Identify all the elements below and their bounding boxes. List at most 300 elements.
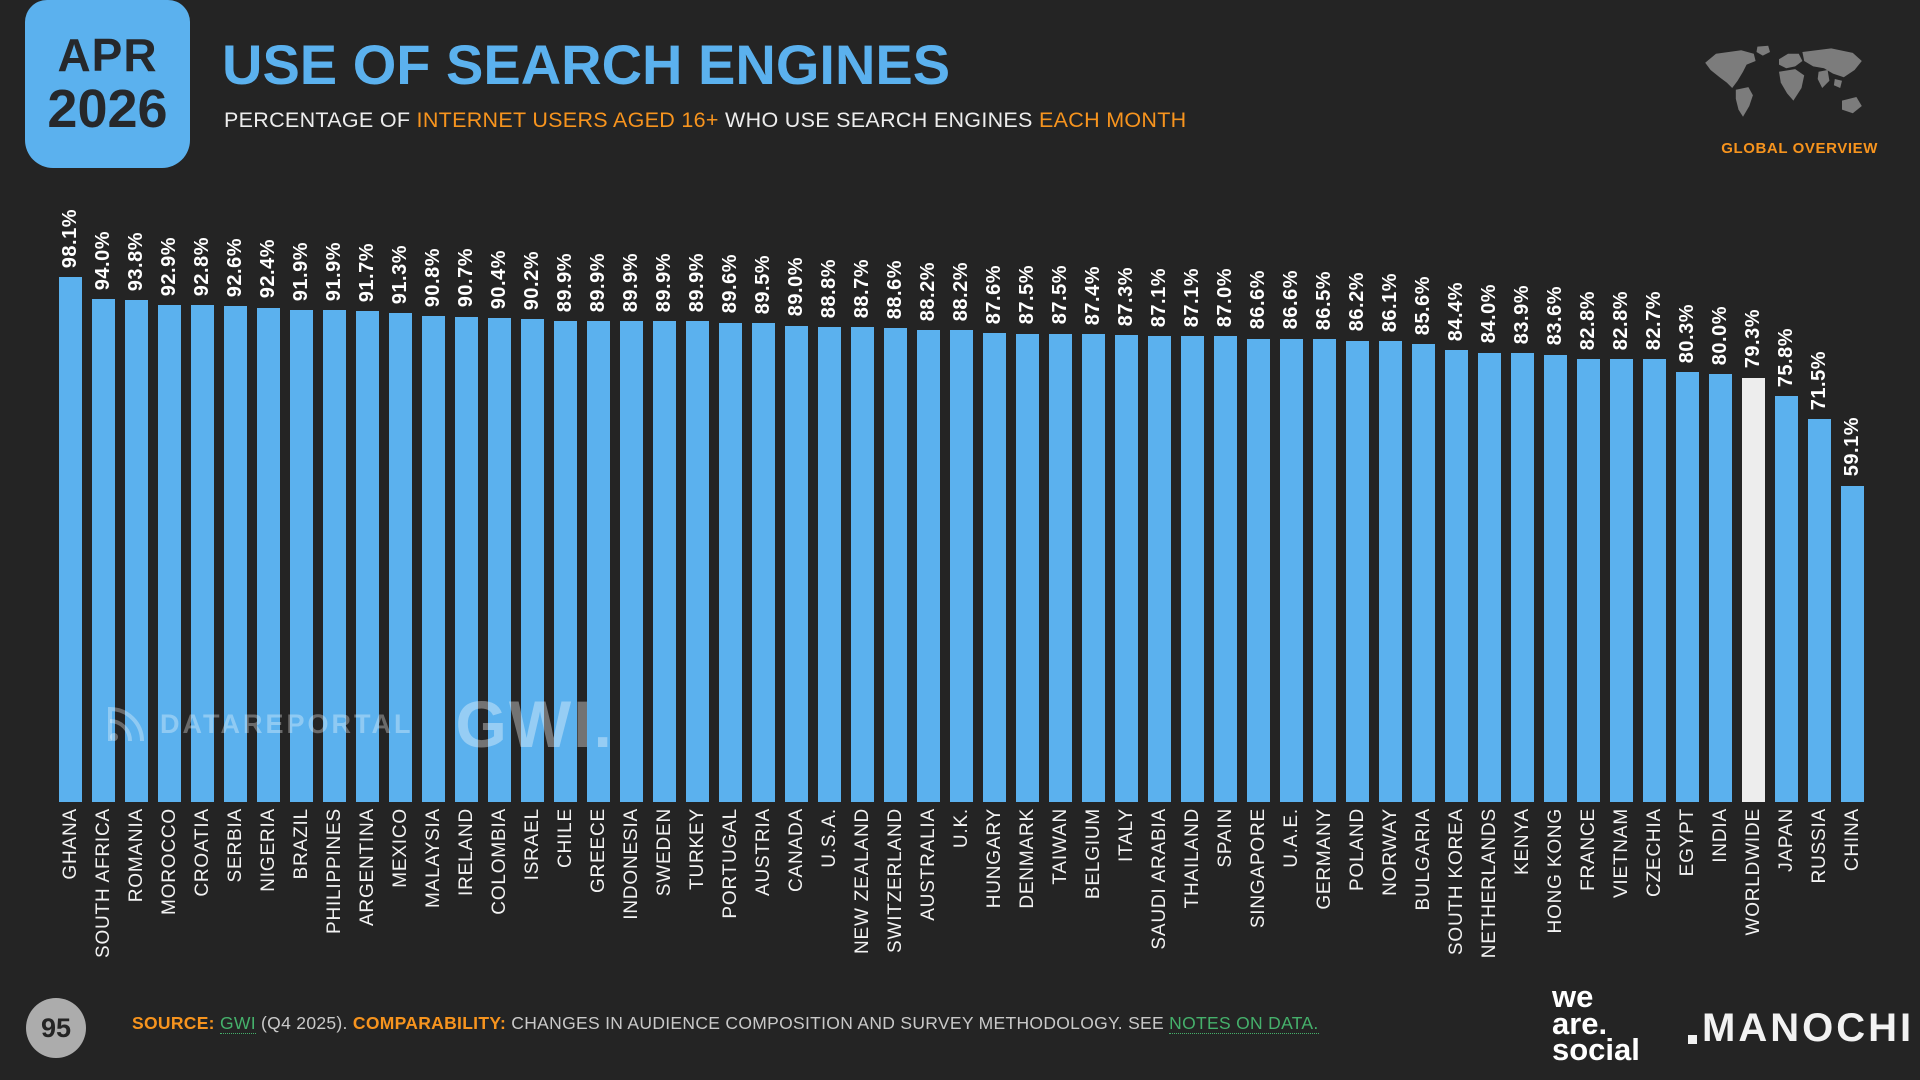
- page-number: 95: [40, 1012, 72, 1043]
- bar-column: [422, 170, 445, 802]
- category-cell: [1379, 808, 1402, 896]
- bar-value-label: 85.6%: [1412, 275, 1434, 335]
- bar-value-label: 87.5%: [1016, 265, 1038, 325]
- bar: [1544, 355, 1567, 802]
- bar-column: [59, 170, 82, 802]
- bar-column: [1181, 170, 1204, 802]
- bar: [653, 321, 676, 802]
- category-label: U.K.: [950, 808, 972, 849]
- bar: [752, 323, 775, 802]
- manochi-logo: [1688, 1006, 1914, 1051]
- bar-column: [917, 170, 940, 802]
- bar: [851, 327, 874, 802]
- bar: [1313, 339, 1336, 802]
- bar: [1775, 396, 1798, 802]
- bar-value-label: 80.3%: [1676, 304, 1698, 364]
- category-cell: [1214, 808, 1237, 868]
- bar-column: [1379, 170, 1402, 802]
- bar-column: [92, 170, 115, 802]
- bar-column: [554, 170, 577, 802]
- bar-column: [1016, 170, 1039, 802]
- bar-column: [1082, 170, 1105, 802]
- bar-column: [257, 170, 280, 802]
- bar: [719, 323, 742, 803]
- bar-highlight: [1742, 378, 1765, 802]
- global-overview-label: GLOBAL OVERVIEW: [1721, 140, 1878, 157]
- category-label: CHINA: [1841, 808, 1863, 872]
- bar: [356, 311, 379, 802]
- category-cell: [752, 808, 775, 896]
- date-badge-month: APR: [57, 29, 158, 81]
- source-label: SOURCE:: [132, 1013, 215, 1033]
- bar-value-label: 91.3%: [389, 245, 411, 305]
- category-cell: [92, 808, 115, 958]
- bar: [455, 317, 478, 802]
- bar: [785, 326, 808, 802]
- bar-column: [1841, 170, 1864, 802]
- bar: [1412, 344, 1435, 802]
- bar-column: [1115, 170, 1138, 802]
- category-cell: [851, 808, 874, 954]
- category-cell: [1511, 808, 1534, 875]
- subtitle-part: PERCENTAGE OF: [224, 108, 417, 132]
- bar-column: [818, 170, 841, 802]
- bar-value-label: 89.0%: [785, 257, 807, 317]
- category-label: GREECE: [587, 808, 609, 894]
- category-label: U.A.E.: [1280, 808, 1302, 868]
- bar-value-label: 79.3%: [1742, 309, 1764, 369]
- bar-value-label: 92.8%: [191, 237, 213, 297]
- bar: [1808, 419, 1831, 802]
- bar-value-label: 93.8%: [125, 231, 147, 291]
- bar: [818, 327, 841, 802]
- category-cell: [1313, 808, 1336, 910]
- category-label: ARGENTINA: [356, 808, 378, 927]
- bar-column: [455, 170, 478, 802]
- category-cell: [686, 808, 709, 890]
- category-label: PORTUGAL: [719, 808, 741, 919]
- category-label: INDONESIA: [620, 808, 642, 920]
- category-label: BULGARIA: [1412, 808, 1434, 911]
- bar-value-label: 89.9%: [620, 252, 642, 312]
- we-are-social-logo: [1552, 979, 1640, 1068]
- bar-value-label: 89.9%: [587, 252, 609, 312]
- bar-column: [125, 170, 148, 802]
- bar-value-label: 59.1%: [1841, 417, 1863, 477]
- page-number-badge: [26, 998, 86, 1058]
- category-label: SWEDEN: [653, 808, 675, 897]
- bar: [1280, 339, 1303, 803]
- source-link[interactable]: GWI: [219, 1013, 256, 1033]
- gwi-wordmark: GWI.: [455, 687, 614, 761]
- bar: [125, 300, 148, 802]
- category-cell: [950, 808, 973, 848]
- bar: [1841, 486, 1864, 802]
- bar: [917, 330, 940, 802]
- bar: [1478, 353, 1501, 803]
- category-cell: [1148, 808, 1171, 950]
- bar-column: [653, 170, 676, 802]
- we-are-social-line: we: [1552, 979, 1594, 1014]
- category-cell: [917, 808, 940, 921]
- bar: [1016, 334, 1039, 802]
- category-cell: [59, 808, 82, 880]
- bar-column: [290, 170, 313, 802]
- bar-value-label: 87.5%: [1049, 265, 1071, 325]
- bar-value-label: 89.9%: [686, 252, 708, 312]
- bar-column: [620, 170, 643, 802]
- bar-value-label: 89.6%: [719, 254, 741, 314]
- category-label: BELGIUM: [1082, 808, 1104, 900]
- bar-column: [752, 170, 775, 802]
- bar-column: [1478, 170, 1501, 802]
- category-cell: [158, 808, 181, 915]
- bar-column: [1445, 170, 1468, 802]
- bar-column: [1577, 170, 1600, 802]
- category-label: BRAZIL: [290, 808, 312, 880]
- bar-value-label: 98.1%: [59, 208, 81, 268]
- category-label: U.S.A.: [818, 808, 840, 868]
- category-label: CZECHIA: [1643, 808, 1665, 897]
- bar-column: [224, 170, 247, 802]
- bar: [983, 333, 1006, 802]
- category-label: KENYA: [1511, 808, 1533, 876]
- bar: [59, 277, 82, 802]
- category-label: CANADA: [785, 808, 807, 892]
- bar-value-label: 87.0%: [1214, 268, 1236, 328]
- bar-column: [983, 170, 1006, 802]
- bar-value-label: 92.6%: [224, 238, 246, 298]
- bar-value-label: 94.0%: [92, 230, 114, 290]
- bar-column: [1280, 170, 1303, 802]
- category-label: TAIWAN: [1049, 808, 1071, 885]
- category-cell: [1280, 808, 1303, 868]
- category-label: GHANA: [59, 808, 81, 880]
- bar-column: [389, 170, 412, 802]
- category-label: HUNGARY: [983, 808, 1005, 909]
- bar: [389, 313, 412, 802]
- category-cell: [1742, 808, 1765, 936]
- category-cell: [1709, 808, 1732, 863]
- category-cell: [1610, 808, 1633, 898]
- category-cell: [1841, 808, 1864, 871]
- bar: [521, 319, 544, 802]
- category-axis: [59, 808, 1864, 958]
- category-cell: [224, 808, 247, 883]
- category-label: ROMANIA: [125, 808, 147, 903]
- category-label: SPAIN: [1214, 808, 1236, 868]
- bar-column: [323, 170, 346, 802]
- bar-value-label: 91.9%: [290, 241, 312, 302]
- bar: [92, 299, 115, 802]
- category-cell: [1412, 808, 1435, 911]
- bar-value-label: 86.1%: [1379, 272, 1401, 333]
- category-label: DENMARK: [1016, 808, 1038, 909]
- bar: [1148, 336, 1171, 802]
- bar: [1181, 336, 1204, 802]
- bar-column: [1610, 170, 1633, 802]
- category-cell: [422, 808, 445, 908]
- category-cell: [323, 808, 346, 934]
- category-cell: [290, 808, 313, 879]
- bar-column: [851, 170, 874, 802]
- bar-value-label: 88.7%: [851, 259, 873, 319]
- bar: [686, 321, 709, 802]
- category-label: THAILAND: [1181, 808, 1203, 909]
- bar-value-label: 90.8%: [422, 247, 444, 308]
- category-label: NORWAY: [1379, 808, 1401, 896]
- bar-column: [1346, 170, 1369, 802]
- bar-column: [1313, 170, 1336, 802]
- bar: [1676, 372, 1699, 802]
- category-label: RUSSIA: [1808, 808, 1830, 884]
- bar: [422, 316, 445, 802]
- date-badge-year: 2026: [47, 79, 168, 139]
- category-cell: [1181, 808, 1204, 908]
- category-cell: [554, 808, 577, 868]
- bar: [1511, 353, 1534, 802]
- category-label: SOUTH KOREA: [1445, 808, 1467, 956]
- category-cell: [818, 808, 841, 868]
- category-cell: [356, 808, 379, 926]
- category-label: MOROCCO: [158, 808, 180, 915]
- category-cell: [455, 808, 478, 896]
- bar-value-label: 86.6%: [1280, 270, 1302, 330]
- bar: [1610, 359, 1633, 802]
- category-label: TURKEY: [686, 808, 708, 890]
- source-rest: (Q4 2025).: [255, 1013, 353, 1033]
- bar-value-label: 88.6%: [884, 259, 906, 319]
- bar-column: [1808, 170, 1831, 802]
- category-cell: [1577, 808, 1600, 891]
- category-label: NIGERIA: [257, 808, 279, 892]
- bar-value-label: 88.2%: [917, 261, 939, 321]
- bar-column: [1214, 170, 1237, 802]
- bar-chart: [59, 170, 1864, 802]
- bar-value-label: 82.8%: [1610, 290, 1632, 350]
- category-label: POLAND: [1346, 808, 1368, 891]
- category-label: SINGAPORE: [1247, 808, 1269, 929]
- bar-value-label: 84.0%: [1478, 284, 1500, 344]
- bar: [257, 308, 280, 803]
- category-cell: [1082, 808, 1105, 899]
- category-cell: [785, 808, 808, 892]
- category-label: MALAYSIA: [422, 808, 444, 909]
- bar-value-label: 87.4%: [1082, 266, 1104, 326]
- bar-value-label: 90.4%: [488, 249, 510, 310]
- category-cell: [1049, 808, 1072, 885]
- bar: [488, 318, 511, 802]
- category-label: WORLDWIDE: [1742, 808, 1764, 936]
- bar: [1577, 359, 1600, 802]
- bar-value-label: 82.7%: [1643, 291, 1665, 351]
- manochi-wordmark: MANOCHI: [1702, 1006, 1915, 1050]
- bar-value-label: 75.8%: [1775, 328, 1797, 388]
- bar-value-label: 90.2%: [521, 251, 543, 311]
- bar: [554, 321, 577, 802]
- category-label: PHILIPPINES: [323, 808, 345, 935]
- comparability-label: COMPARABILITY:: [352, 1013, 507, 1033]
- subtitle-part-highlight: EACH MONTH: [1038, 108, 1187, 132]
- category-cell: [1346, 808, 1369, 891]
- bar: [1643, 359, 1666, 802]
- category-cell: [257, 808, 280, 892]
- bar-column: [356, 170, 379, 802]
- category-label: CROATIA: [191, 808, 213, 897]
- bar: [323, 310, 346, 802]
- bar-column: [1544, 170, 1567, 802]
- bar-column: [884, 170, 907, 802]
- bar: [1049, 334, 1072, 802]
- bar-value-label: 82.8%: [1577, 290, 1599, 350]
- bar-column: [686, 170, 709, 802]
- category-cell: [620, 808, 643, 920]
- datareportal-wordmark: DATAREPORTAL: [160, 708, 414, 739]
- bar-column: [1511, 170, 1534, 802]
- category-label: EGYPT: [1676, 808, 1698, 877]
- category-cell: [1247, 808, 1270, 928]
- manochi-dot-icon: [1688, 1035, 1697, 1044]
- bar-value-label: 90.7%: [455, 248, 477, 308]
- category-cell: [521, 808, 544, 880]
- category-label: ISRAEL: [521, 808, 543, 881]
- category-label: FRANCE: [1577, 808, 1599, 891]
- bar-value-label: 84.4%: [1445, 282, 1467, 342]
- bar-column: [1247, 170, 1270, 802]
- category-cell: [1775, 808, 1798, 872]
- bar-column: [191, 170, 214, 802]
- bar-column: [1049, 170, 1072, 802]
- category-label: AUSTRIA: [752, 808, 774, 896]
- bar: [1346, 341, 1369, 802]
- bar: [620, 321, 643, 802]
- bar-value-label: 86.5%: [1313, 270, 1335, 331]
- bar-column: [785, 170, 808, 802]
- bar-value-label: 83.6%: [1544, 286, 1566, 346]
- category-cell: [1808, 808, 1831, 884]
- comparability-text: CHANGES IN AUDIENCE COMPOSITION AND SURVEY METHODOLOGY. SEE: [506, 1013, 1170, 1033]
- we-are-social-line: social: [1552, 1032, 1640, 1068]
- bar-column: [1643, 170, 1666, 802]
- bar: [158, 305, 181, 802]
- bar-value-label: 88.8%: [818, 258, 840, 318]
- world-map-icon: [1698, 38, 1878, 138]
- footnote: [132, 1013, 1319, 1034]
- category-label: MEXICO: [389, 808, 411, 888]
- bar: [950, 330, 973, 802]
- bar-value-label: 87.3%: [1115, 266, 1137, 326]
- category-label: INDIA: [1709, 808, 1731, 863]
- bar-column: [1412, 170, 1435, 802]
- page-title: USE OF SEARCH ENGINES: [222, 33, 951, 96]
- category-cell: [191, 808, 214, 897]
- bar-column: [950, 170, 973, 802]
- bar: [884, 328, 907, 802]
- bar-value-label: 88.2%: [950, 261, 972, 321]
- subtitle-part: WHO USE SEARCH ENGINES: [718, 108, 1039, 132]
- bar-value-label: 89.5%: [752, 254, 774, 314]
- category-label: GERMANY: [1313, 808, 1335, 910]
- bar: [1379, 341, 1402, 802]
- category-cell: [125, 808, 148, 902]
- category-cell: [1016, 808, 1039, 909]
- bar-column: [719, 170, 742, 802]
- category-label: SAUDI ARABIA: [1148, 808, 1170, 950]
- bar-column: [1148, 170, 1171, 802]
- category-label: CHILE: [554, 808, 576, 868]
- category-cell: [488, 808, 511, 915]
- bar-value-label: 92.9%: [158, 236, 180, 296]
- category-label: AUSTRALIA: [917, 808, 939, 921]
- category-cell: [983, 808, 1006, 908]
- category-cell: [1676, 808, 1699, 876]
- bar: [587, 321, 610, 802]
- bar-value-label: 87.1%: [1181, 267, 1203, 327]
- category-label: NEW ZEALAND: [851, 808, 873, 955]
- bar-column: [521, 170, 544, 802]
- bar: [224, 306, 247, 802]
- category-cell: [719, 808, 742, 919]
- category-label: NETHERLANDS: [1478, 808, 1500, 959]
- bar-value-label: 80.0%: [1709, 305, 1731, 365]
- bar-column: [1742, 170, 1765, 802]
- page-subtitle: [224, 108, 1187, 133]
- category-cell: [1445, 808, 1468, 955]
- bar-value-label: 92.4%: [257, 239, 279, 299]
- category-label: SWITZERLAND: [884, 808, 906, 953]
- bar: [1115, 335, 1138, 802]
- bar: [1709, 374, 1732, 802]
- bar-value-label: 71.5%: [1808, 351, 1830, 411]
- bar-value-label: 87.6%: [983, 264, 1005, 325]
- category-label: SERBIA: [224, 808, 246, 883]
- category-label: IRELAND: [455, 808, 477, 896]
- category-label: JAPAN: [1775, 808, 1797, 872]
- bar-value-label: 89.9%: [653, 252, 675, 312]
- bar-column: [1676, 170, 1699, 802]
- bar: [1214, 336, 1237, 802]
- category-label: ITALY: [1115, 808, 1137, 862]
- bar-value-label: 91.7%: [356, 243, 378, 303]
- bar: [1247, 339, 1270, 803]
- bar-column: [587, 170, 610, 802]
- bar: [1445, 350, 1468, 802]
- category-label: HONG KONG: [1544, 808, 1566, 934]
- bar-value-label: 86.2%: [1346, 272, 1368, 332]
- category-label: SOUTH AFRICA: [92, 808, 114, 959]
- we-are-social-line: are.: [1552, 1005, 1608, 1041]
- subtitle-part-highlight: INTERNET USERS AGED 16+: [416, 108, 719, 132]
- bar-value-label: 83.9%: [1511, 284, 1533, 344]
- category-cell: [389, 808, 412, 888]
- bar-column: [488, 170, 511, 802]
- category-cell: [587, 808, 610, 893]
- bar-column: [1775, 170, 1798, 802]
- category-cell: [1643, 808, 1666, 897]
- date-badge: [25, 0, 190, 168]
- bar: [1082, 334, 1105, 802]
- bar-value-label: 87.1%: [1148, 267, 1170, 327]
- bar-value-label: 86.6%: [1247, 270, 1269, 330]
- bar-value-label: 89.9%: [554, 252, 576, 312]
- category-label: COLOMBIA: [488, 808, 510, 915]
- category-label: VIETNAM: [1610, 808, 1632, 899]
- bar: [191, 305, 214, 802]
- category-cell: [884, 808, 907, 953]
- notes-on-data-link[interactable]: NOTES ON DATA.: [1169, 1013, 1319, 1033]
- category-cell: [1115, 808, 1138, 862]
- category-cell: [1544, 808, 1567, 933]
